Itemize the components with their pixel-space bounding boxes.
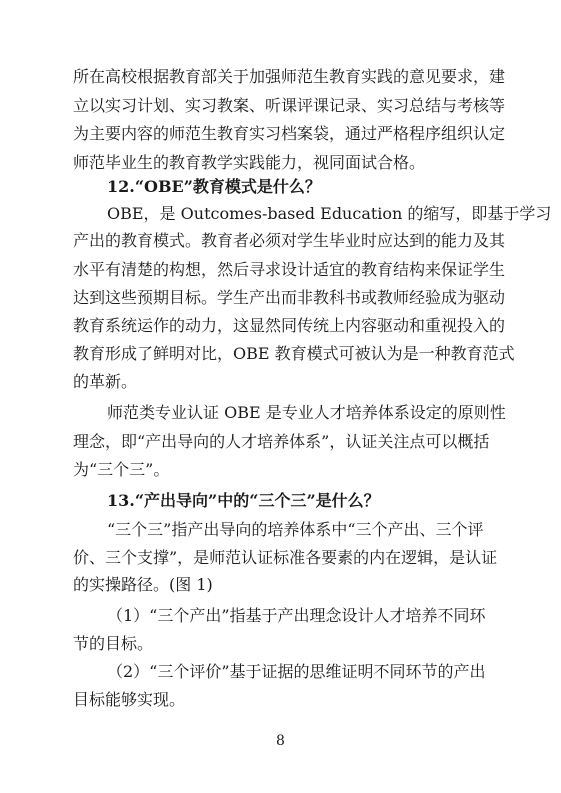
obe-line-4: 达到这些预期目标。学生产出而非教科书或教师经验成为驱动	[73, 288, 506, 307]
obe-line-1: OBE，是 Outcomes-based Education 的缩写，即基于学习	[107, 204, 552, 223]
item-1-line-2: 节的目标。	[73, 634, 154, 653]
intro-line-4: 师范毕业生的教育教学实践能力，视同面试合格。	[73, 153, 426, 172]
certification-line-2: 理念，即“产出导向的人才培养体系”，认证关注点可以概括	[73, 432, 490, 451]
intro-line-3: 为主要内容的师范生教育实习档案袋，通过严格程序组织认定	[73, 124, 506, 143]
three-threes-line-2: 价、三个支撑”，是师范认证标准各要素的内在逻辑，是认证	[73, 548, 498, 567]
intro-line-1: 所在高校根据教育部关于加强师范生教育实践的意见要求，建	[73, 67, 506, 86]
certification-line-3: 为“三个三”。	[73, 460, 170, 479]
obe-line-5: 教育系统运作的动力，这显然同传统上内容驱动和重视投入的	[73, 316, 506, 335]
item-2-line-2: 目标能够实现。	[73, 690, 186, 709]
obe-line-3: 水平有清楚的构想，然后寻求设计适宜的教育结构来保证学生	[73, 260, 506, 279]
obe-line-6: 教育形成了鲜明对比，OBE 教育模式可被认为是一种教育范式	[73, 344, 515, 363]
three-threes-line-3: 的实操路径。(图 1)	[73, 575, 213, 594]
item-2-line-1: （2）“三个评价”基于证据的思维证明不同环节的产出	[107, 662, 486, 681]
certification-line-1: 师范类专业认证 OBE 是专业人才培养体系设定的原则性	[107, 403, 506, 422]
section-heading-13: 13.“产出导向”中的“三个三”是什么？	[107, 491, 380, 510]
page-number: 8	[276, 733, 285, 749]
intro-line-2: 立以实习计划、实习教案、听课评课记录、实习总结与考核等	[73, 96, 506, 115]
obe-line-2: 产出的教育模式。教育者必须对学生毕业时应达到的能力及其	[73, 231, 506, 250]
three-threes-line-1: “三个三”指产出导向的培养体系中“三个产出、三个评	[107, 520, 484, 539]
obe-line-7: 的革新。	[73, 372, 138, 391]
item-1-line-1: （1）“三个产出”指基于产出理念设计人才培养不同环	[107, 606, 486, 625]
section-heading-12: 12.“OBE”教育模式是什么？	[107, 177, 321, 196]
